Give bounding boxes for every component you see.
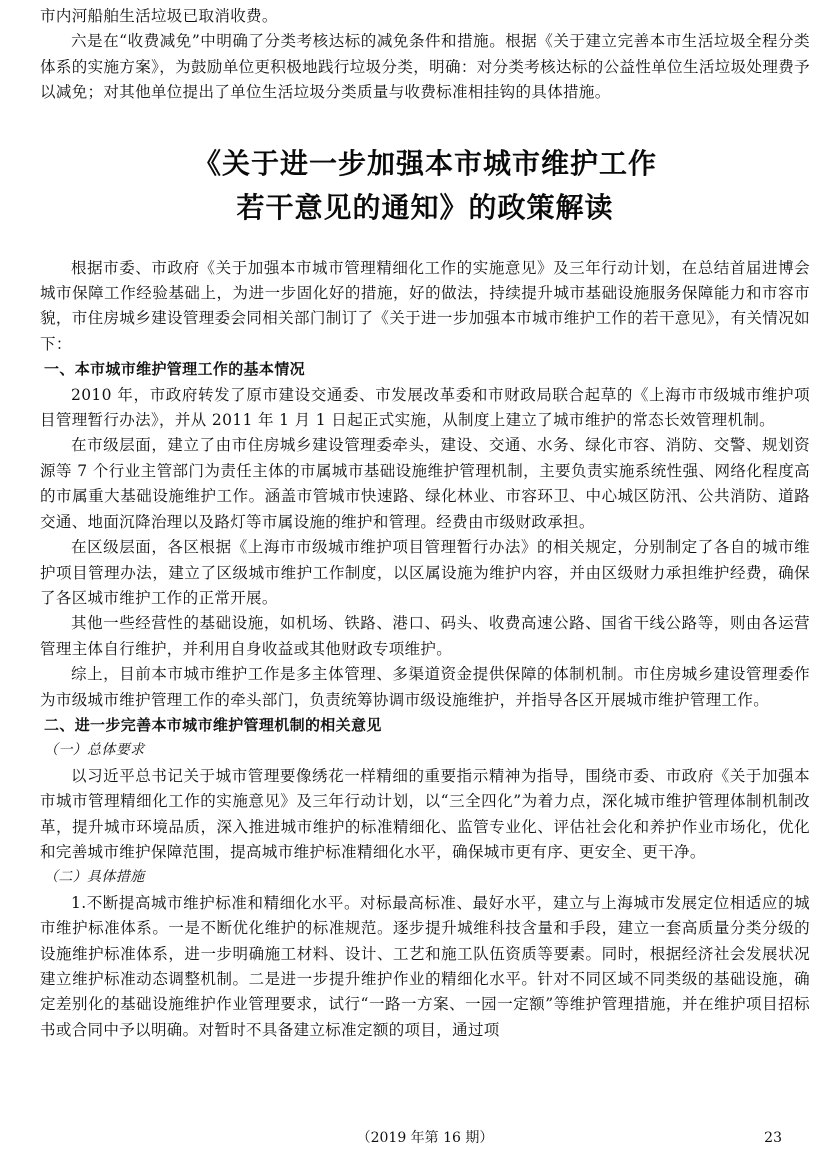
article-title (40, 142, 810, 230)
subsection-1-heading: （一）总体要求 (44, 742, 145, 759)
top-paragraph-2: 六是在“收费减免”中明确了分类考核达标的减免条件和措施。根据《关于建立完善本市生活垃圾全程分类体系的实施方案》，为鼓励单位更积极地践行垃圾分类，明确：对分类考核达标的公益性单位生活垃圾处理费予以减免；对其他单位提出了单位生活垃圾分类质量与收费标准相挂钩的具体措施。 (40, 32, 810, 102)
page-footer (40, 1128, 810, 1148)
subsection-2-paragraph: 1.不断提高城市维护标准和精细化水平。对标最高标准、最好水平，建立与上海城市发展定位相适应的城市维护标准体系。一是不断优化维护的标准规范。逐步提升城维科技含量和手段，建立一套高质量分类分级的设施维护标准体系，进一步明确施工材料、设计、工艺和施工队伍资质等要素。同时，根据经济社会发展状况建立维护标准动态调整机制。二是进一步提升维护作业的精细化水平。针对不同区域不同类级的基础设施，确定差别化的基础设施维护作业管理要求，试行“一路一方案、一园一定额”等维护管理措施，并在维护项目招标书或合同中予以明确。对暂时不具备建立标准定额的项目，通过项 (40, 893, 810, 1039)
top-paragraph-1: 市内河船舶生活垃圾已取消收费。 (40, 7, 278, 25)
section-1-paragraph-3: 在区级层面，各区根据《上海市市级城市维护项目管理暂行办法》的相关规定，分别制定了各自的城市维护项目管理办法，建立了区级城市维护工作制度，以区属设施为维护内容，并由区级财力承担维护经费，确保了各区城市维护工作的正常开展。 (40, 538, 810, 607)
section-1-heading: 一、本市城市维护管理工作的基本情况 (44, 360, 305, 379)
article-title-line-1: 《关于进一步加强本市城市维护工作 (192, 146, 657, 180)
page-number: 23 (764, 1130, 782, 1146)
subsection-2-heading: （二）具体措施 (44, 869, 145, 886)
section-1-paragraph-1: 2010 年，市政府转发了原市建设交通委、市发展改革委和市财政局联合起草的《上海市市级城市维护项目管理暂行办法》，并从 2011 年 1 月 1 日起正式实施，从制度上建立了城市维护的常态长效管理机制。 (40, 385, 810, 430)
intro-paragraph: 根据市委、市政府《关于加强本市城市管理精细化工作的实施意见》及三年行动计划，在总结首届进博会城市保障工作经验基础上，为进一步固化好的措施，好的做法，持续提升城市基础设施服务保障能力和市容市貌，市住房城乡建设管理委会同相关部门制订了《关于进一步加强本市城市维护工作的若干意见》，有关情况如下： (40, 258, 810, 353)
issue-label: （2019 年第 16 期） (356, 1130, 494, 1146)
subsection-1-paragraph: 以习近平总书记关于城市管理要像绣花一样精细的重要指示精神为指导，围绕市委、市政府《关于加强本市城市管理精细化工作的实施意见》及三年行动计划，以“三全四化”为着力点，深化城市维护管理体制机制改革，提升城市环境品质，深入推进城市维护的标准精细化、监管专业化、评估社会化和养护作业市场化，优化和完善城市维护保障范围，提高城市维护标准精细化水平，确保城市更有序、更安全、更干净。 (40, 766, 810, 861)
section-1-paragraph-4: 其他一些经营性的基础设施，如机场、铁路、港口、码头、收费高速公路、国省干线公路等，则由各运营管理主体自行维护，并利用自身收益或其他财政专项维护。 (40, 614, 810, 658)
section-2-heading: 二、进一步完善本市城市维护管理机制的相关意见 (44, 715, 382, 734)
article-title-line-2: 若干意见的通知》的政策解读 (236, 190, 614, 224)
document-page (40, 4, 810, 1043)
section-1-paragraph-5: 综上，目前本市城市维护工作是多主体管理、多渠道资金提供保障的体制机制。市住房城乡建设管理委作为市级城市维护管理工作的牵头部门，负责统筹协调市级设施维护，并指导各区开展城市维护管理工作。 (40, 665, 810, 709)
section-1-paragraph-2: 在市级层面，建立了由市住房城乡建设管理委牵头，建设、交通、水务、绿化市容、消防、交警、规划资源等 7 个行业主管部门为责任主体的市属城市基础设施维护管理机制，主要负责实施系统性强、网络化程度高的市属重大基础设施维护工作。涵盖市管城市快速路、绿化林业、市容环卫、中心城区防汛、公共消防、道路交通、地面沉降治理以及路灯等市属设施的维护和管理。经费由市级财政承担。 (40, 436, 810, 531)
